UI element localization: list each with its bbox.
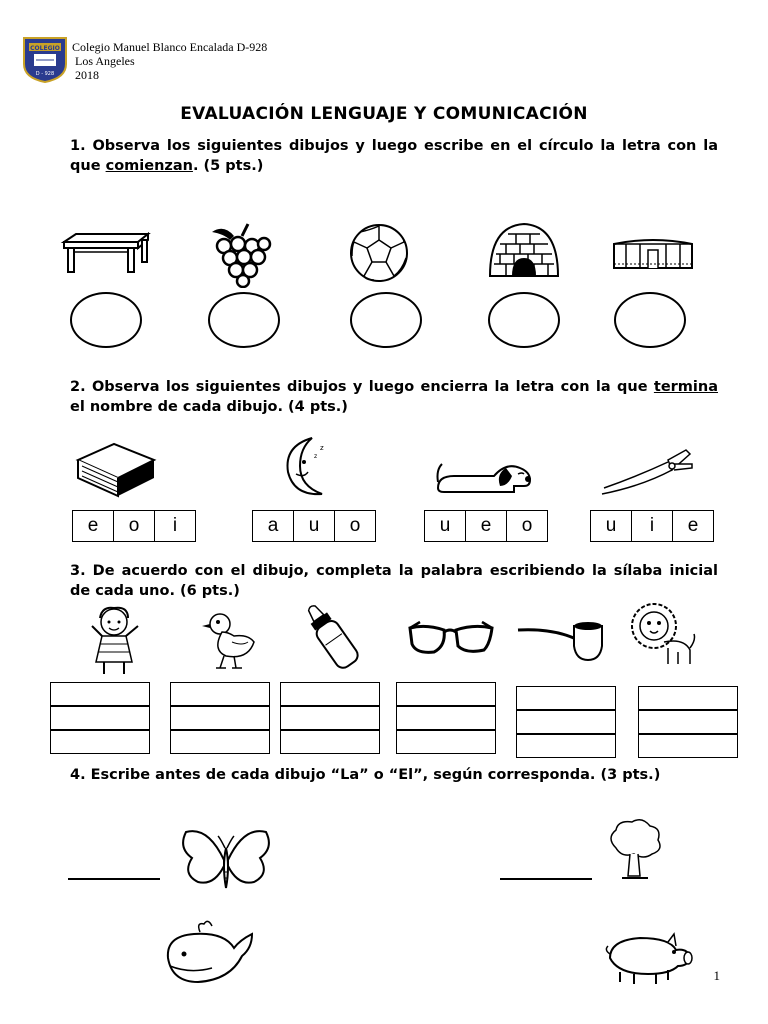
grapes-picture <box>204 222 274 288</box>
letter-option[interactable]: i <box>632 511 673 541</box>
page-number: 1 <box>713 968 720 983</box>
moon-picture <box>282 436 332 498</box>
syllable-writing-lines-3[interactable] <box>280 682 380 754</box>
letter-option[interactable]: u <box>294 511 335 541</box>
underlined-word-comienzan: comienzan <box>105 158 193 174</box>
whale-picture <box>160 918 256 992</box>
butterfly-picture <box>178 826 274 896</box>
letter-option[interactable]: e <box>466 511 507 541</box>
underlined-word-termina: termina <box>653 379 718 395</box>
school-city: Los Angeles <box>75 54 135 68</box>
question-1-text: 1. Observa los siguientes dibujos y luego escribe en el círculo la letra con la que comienzan. (5 pts.) <box>70 138 718 174</box>
article-blank-2[interactable] <box>500 878 592 880</box>
answer-circle-5[interactable] <box>614 292 686 348</box>
answer-circle-1[interactable] <box>70 292 142 348</box>
ball-picture <box>348 222 410 284</box>
letter-option[interactable]: e <box>687 515 699 536</box>
baby-bottle-picture <box>302 600 362 674</box>
book-picture <box>74 440 158 500</box>
letter-choices-1 <box>72 510 196 542</box>
letter-option[interactable]: i <box>172 515 178 536</box>
syllable-writing-lines-4[interactable] <box>396 682 496 754</box>
school-year: 2018 <box>75 68 99 82</box>
svg-text:z: z <box>314 453 318 460</box>
answer-circle-3[interactable] <box>350 292 422 348</box>
letter-choices-3 <box>424 510 548 542</box>
crest-text-bottom: D - 928 <box>35 71 55 77</box>
svg-text:z: z <box>320 444 324 452</box>
table-picture <box>58 228 154 278</box>
chick-picture <box>198 606 260 670</box>
question-2-text: 2. Observa los siguientes dibujos y luego encierra la letra con la que termina el nombre de cada dibujo. (4 pts.) <box>70 379 718 415</box>
letter-option[interactable]: o <box>521 515 533 536</box>
page-title: EVALUACIÓN LENGUAJE Y COMUNICACIÓN <box>180 104 588 124</box>
letter-choices-4 <box>590 510 714 542</box>
answer-circle-4[interactable] <box>488 292 560 348</box>
pig-picture <box>604 928 694 986</box>
pliers-picture <box>598 446 694 496</box>
question-3-text: 3. De acuerdo con el dibujo, completa la palabra escribiendo la sílaba inicial de cada uno. (6 pts.) <box>70 563 718 599</box>
tent-picture <box>612 234 694 274</box>
syllable-writing-lines-2[interactable] <box>170 682 270 754</box>
article-blank-1[interactable] <box>68 878 160 880</box>
school-name: Colegio Manuel Blanco Encalada D-928 <box>72 40 268 54</box>
crest-text-top: COLEGIO <box>30 45 60 52</box>
letter-option[interactable]: a <box>253 511 294 541</box>
letter-choices-2 <box>252 510 376 542</box>
question-4-text: 4. Escribe antes de cada dibujo “La” o “El”, según corresponda. (3 pts.) <box>70 767 661 783</box>
answer-circle-2[interactable] <box>208 292 280 348</box>
syllable-writing-lines-1[interactable] <box>50 682 150 754</box>
school-crest-logo <box>22 36 68 84</box>
letter-option[interactable]: o <box>349 515 361 536</box>
letter-option[interactable]: e <box>73 511 114 541</box>
letter-option[interactable]: u <box>591 511 632 541</box>
letter-option[interactable]: o <box>114 511 155 541</box>
syllable-writing-lines-5[interactable] <box>516 686 616 758</box>
pipe-picture <box>514 620 608 664</box>
dog-picture <box>434 452 534 496</box>
tree-picture <box>606 818 662 882</box>
school-info <box>72 40 267 82</box>
doll-picture <box>72 604 156 678</box>
letter-option[interactable]: u <box>425 511 466 541</box>
syllable-writing-lines-6[interactable] <box>638 686 738 758</box>
glasses-picture <box>406 620 496 660</box>
igloo-picture <box>486 220 562 280</box>
lion-picture <box>628 600 698 670</box>
